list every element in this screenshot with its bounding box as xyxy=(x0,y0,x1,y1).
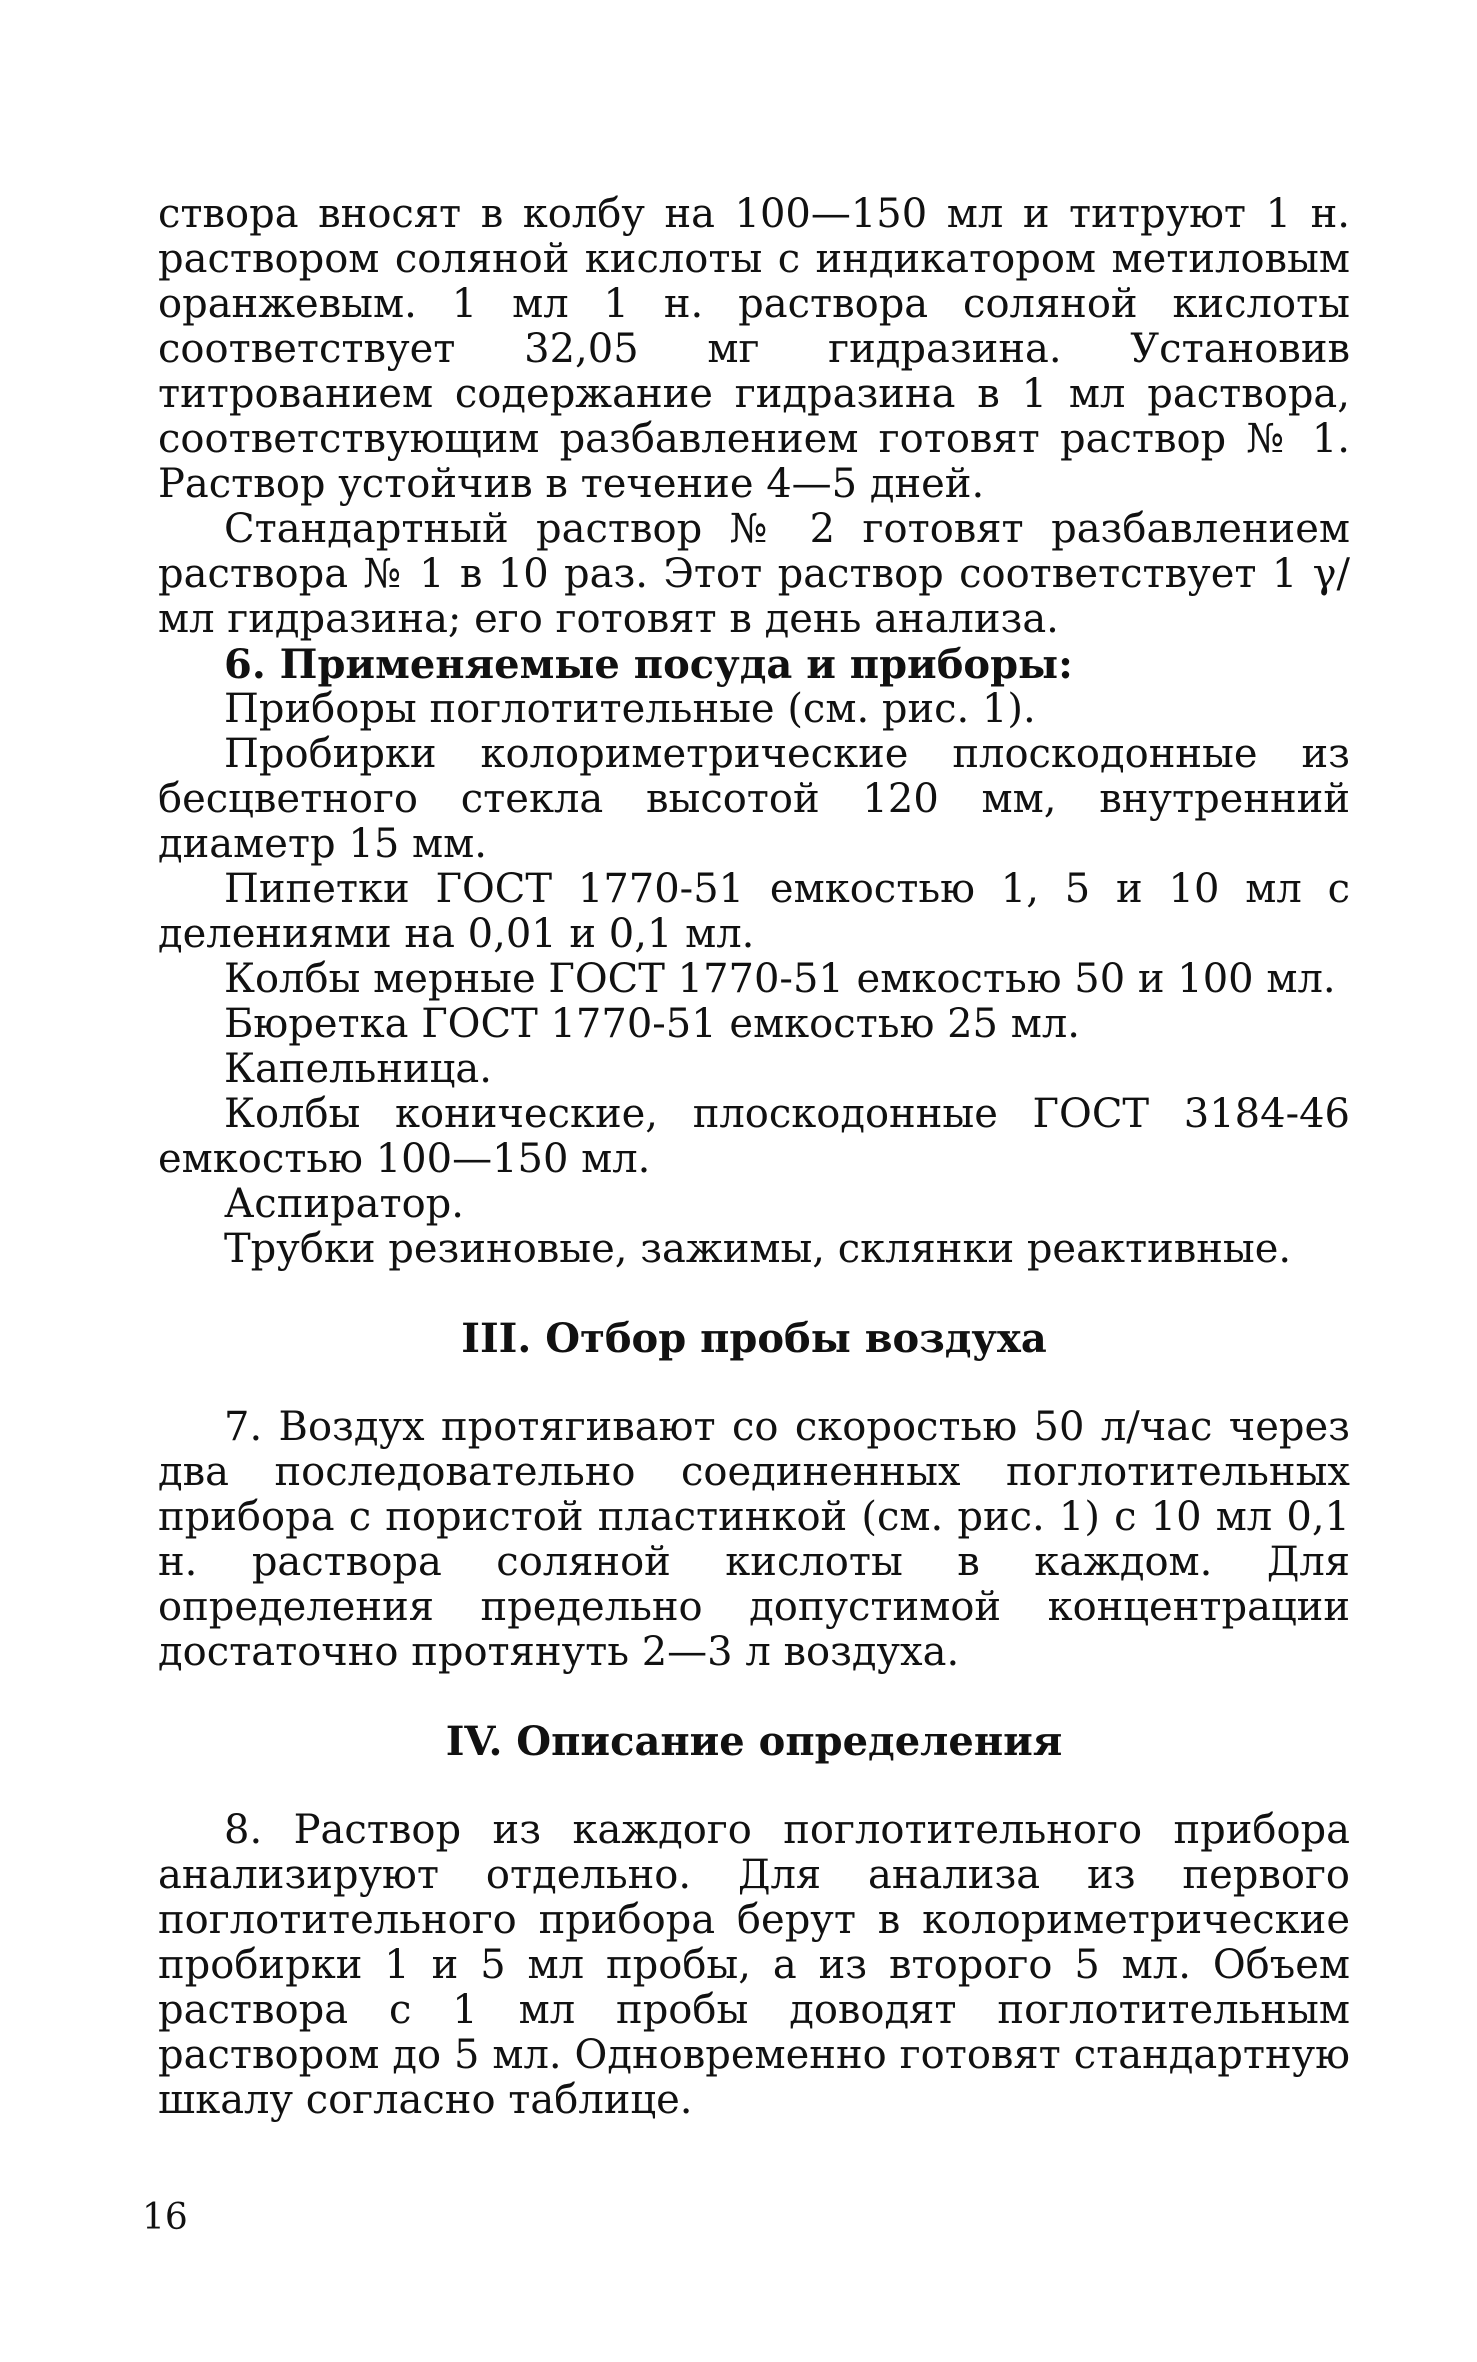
equipment-item: Капельница. xyxy=(224,1046,492,1092)
section-3-paragraph: 7. Воздух протягивают со скоростью 50 л/час через два последовательно соединенных поглотительных прибора с пористой пластинкой (см. рис. 1) с 10 мл 0,1 н. раствора соляной кислоты в каждом. Для определения предельно допустимой концентрации достаточно протянуть 2—3 л воздуха. xyxy=(158,1404,1350,1675)
equipment-item: Пипетки ГОСТ 1770-51 емкостью 1, 5 и 10 мл с делениями на 0,01 и 0,1 мл. xyxy=(158,866,1350,957)
equipment-item: Аспиратор. xyxy=(224,1181,464,1227)
equipment-item: Трубки резиновые, зажимы, склянки реактивные. xyxy=(224,1226,1292,1272)
equipment-item: Колбы конические, плоскодонные ГОСТ 3184-46 емкостью 100—150 мл. xyxy=(158,1091,1350,1182)
paragraph-standard-solution-2: Стандартный раствор № 2 готовят разбавлением раствора № 1 в 10 раз. Этот раствор соответствует 1 γ/мл гидразина; его готовят в день анализа. xyxy=(158,506,1350,642)
page-body xyxy=(158,192,1350,2123)
paragraph-standard-solution-1: створа вносят в колбу на 100—150 мл и титруют 1 н. раствором соляной кислоты с индикатором метиловым оранжевым. 1 мл 1 н. раствора соляной кислоты соответствует 32,05 мг гидразина. Установив титрованием содержание гидразина в 1 мл раствора, соответствующим разбавлением готовят раствор № 1. Раствор устойчив в течение 4—5 дней. xyxy=(158,191,1350,507)
equipment-item: Колбы мерные ГОСТ 1770-51 емкостью 50 и 100 мл. xyxy=(224,956,1336,1002)
section-4-paragraph: 8. Раствор из каждого поглотительного прибора анализируют отдельно. Для анализа из первого поглотительного прибора берут в колориметрические пробирки 1 и 5 мл пробы, а из второго 5 мл. Объем раствора с 1 мл пробы доводят поглотительным раствором до 5 мл. Одновременно готовят стандартную шкалу согласно таблице. xyxy=(158,1807,1350,2123)
equipment-item: Приборы поглотительные (см. рис. 1). xyxy=(224,686,1036,732)
equipment-item: Пробирки колориметрические плоскодонные из бесцветного стекла высотой 120 мм, внутренний диаметр 15 мм. xyxy=(158,731,1350,867)
section-3-title: III. Отбор пробы воздуха xyxy=(461,1315,1047,1362)
equipment-item: Бюретка ГОСТ 1770-51 емкостью 25 мл. xyxy=(224,1001,1080,1047)
section-4-title: IV. Описание определения xyxy=(445,1718,1063,1765)
page-number: 16 xyxy=(142,2197,188,2238)
section-6-heading: 6. Применяемые посуда и приборы: xyxy=(224,641,1073,688)
